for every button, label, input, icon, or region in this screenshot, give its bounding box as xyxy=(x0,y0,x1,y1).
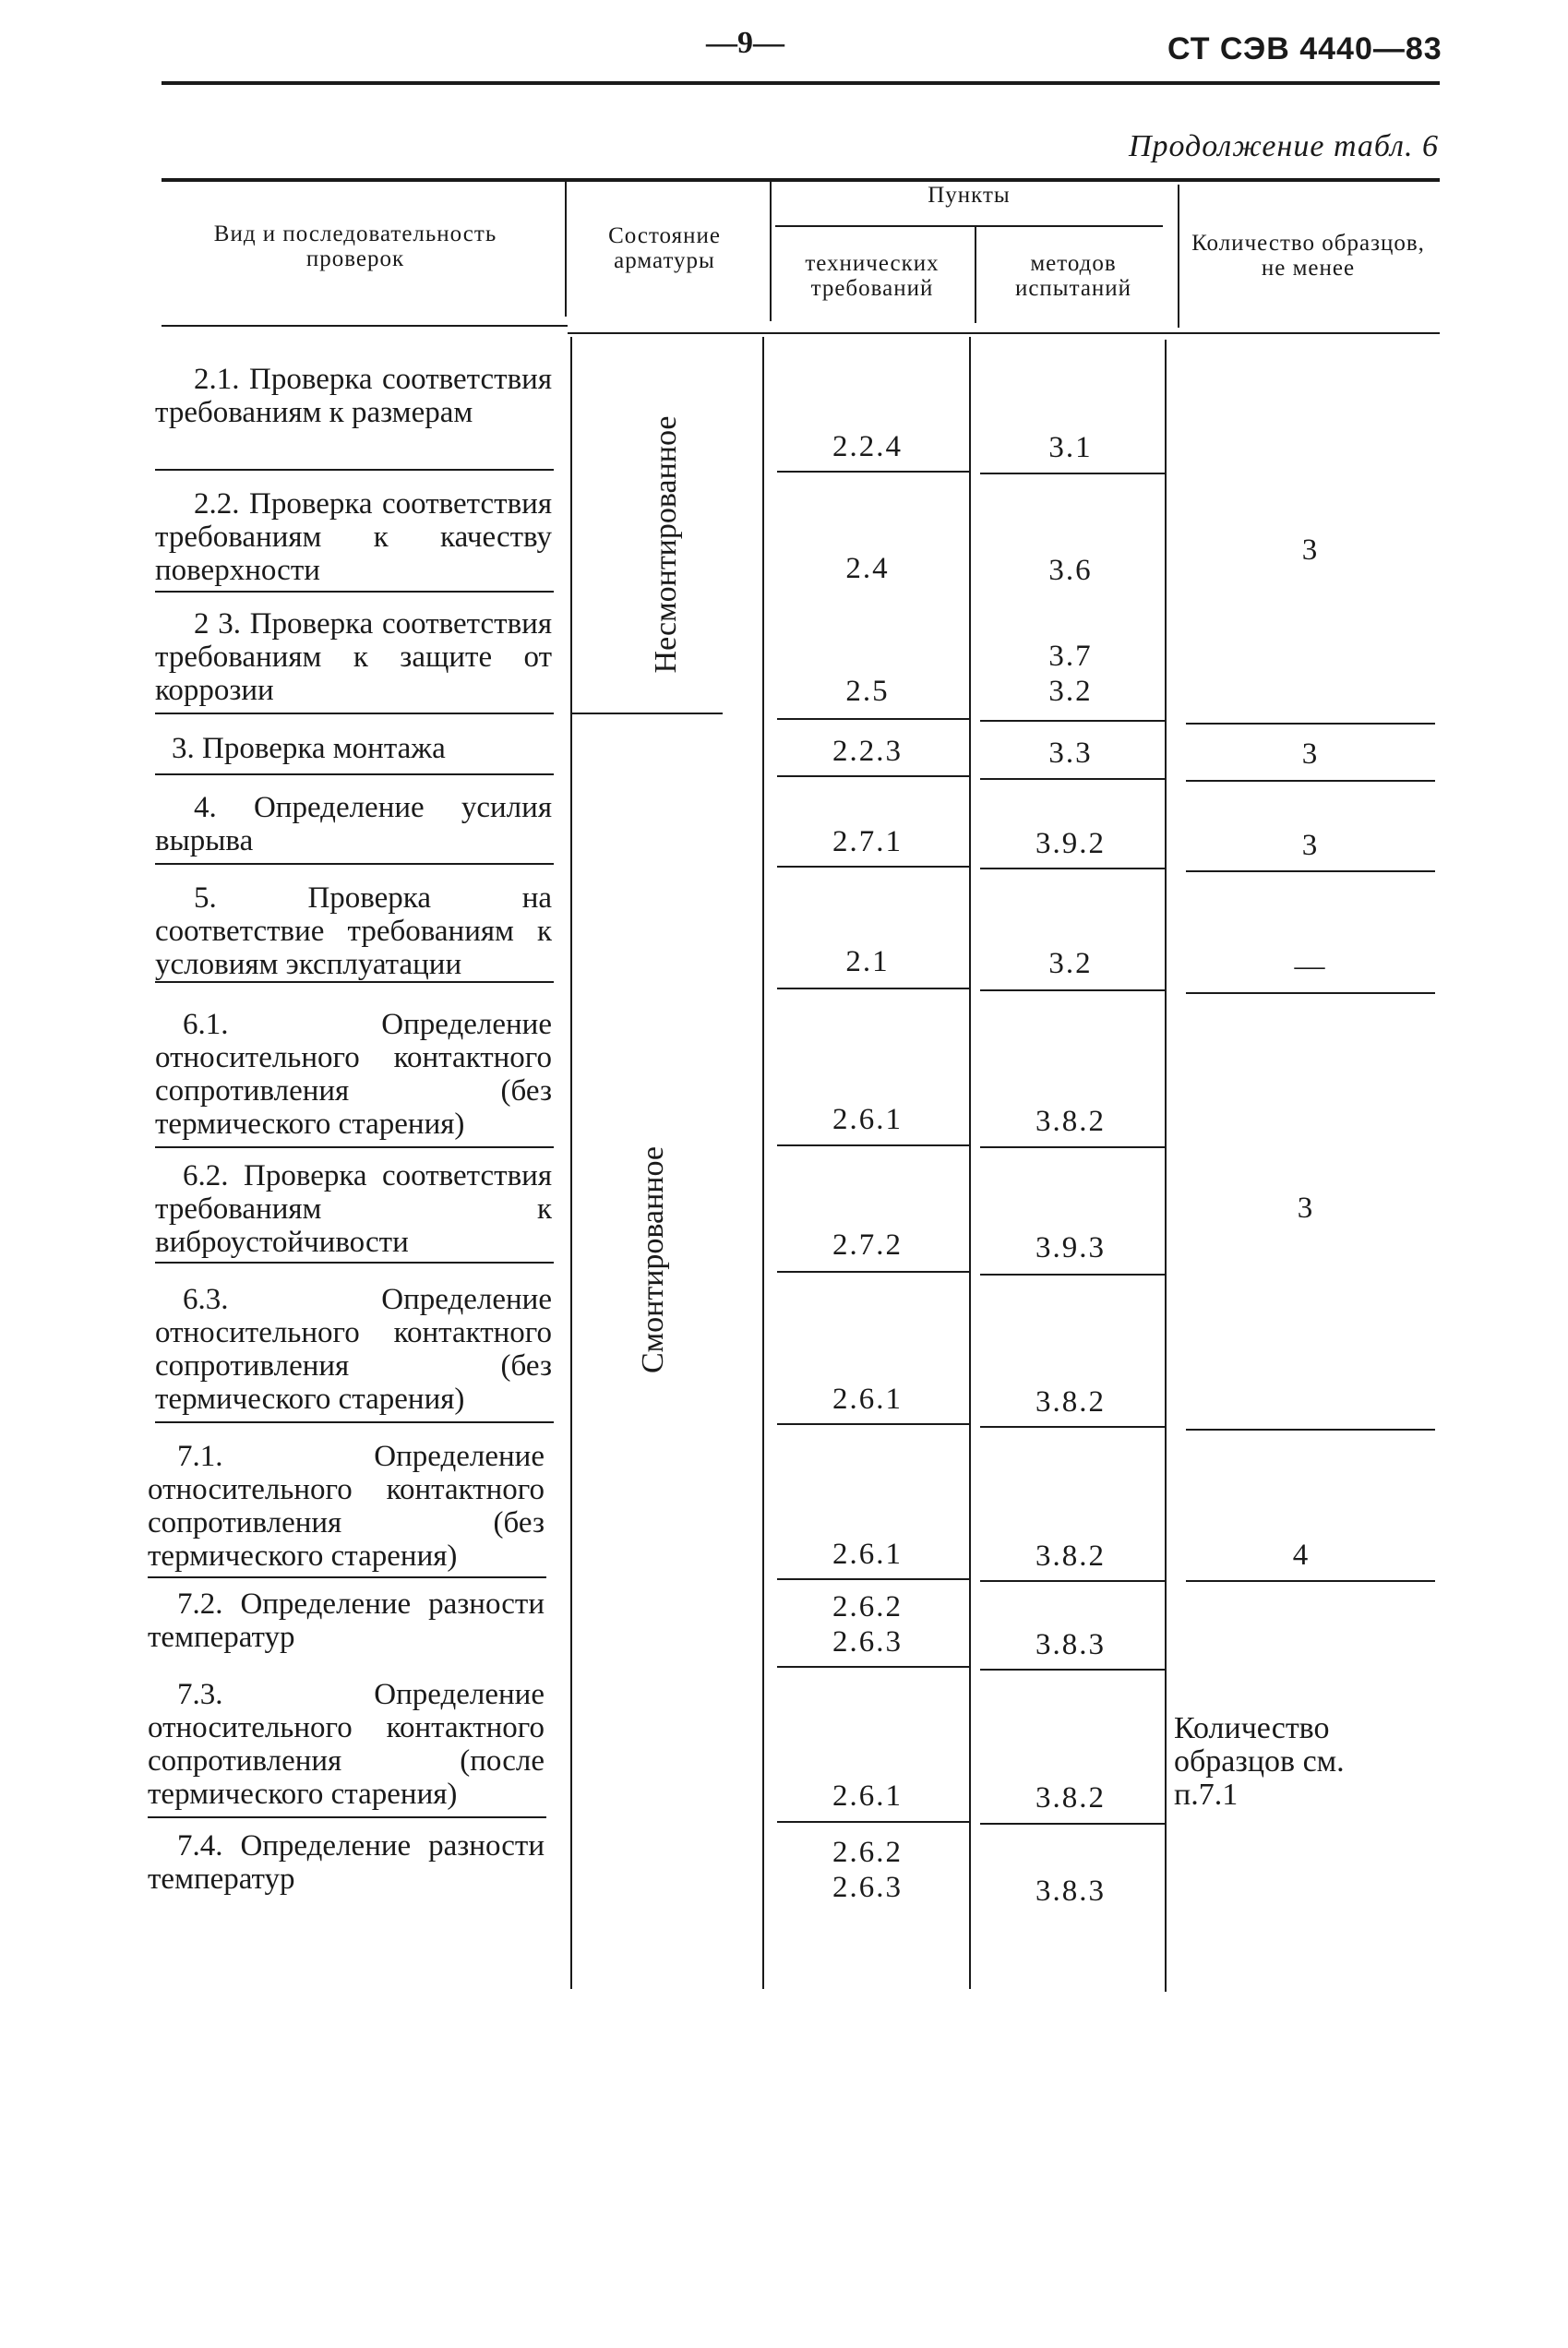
body-vline-state-right xyxy=(762,337,764,1989)
method-rule-1 xyxy=(980,473,1165,474)
count-group-6: 4 xyxy=(1292,1539,1311,1572)
document-code: СТ СЭВ 4440—83 xyxy=(1167,31,1442,66)
test-rule-7 xyxy=(155,1146,554,1148)
tech-point-5: 2.7.1 xyxy=(832,825,903,858)
method-rule-7 xyxy=(980,1146,1165,1148)
tech-rule-9 xyxy=(777,1423,969,1425)
method-rule-12 xyxy=(980,1823,1165,1825)
method-point-3: 3.7 3.2 xyxy=(1048,640,1093,708)
count-rule-6 xyxy=(1186,1580,1435,1582)
header-rule xyxy=(162,81,1440,85)
test-row-8: 6.2. Проверка соответствия требованиям к виброустойчивости xyxy=(155,1159,552,1259)
count-group-2: 3 xyxy=(1301,737,1320,771)
tech-rule-11 xyxy=(777,1666,969,1668)
test-rule-10 xyxy=(148,1576,546,1578)
test-rule-3 xyxy=(155,713,554,714)
header-vline-2 xyxy=(770,178,772,321)
test-rule-9 xyxy=(155,1421,554,1423)
count-group-3: 3 xyxy=(1301,829,1320,862)
method-point-9: 3.8.2 xyxy=(1035,1385,1106,1419)
state-unmounted: Несмонтированное xyxy=(649,415,683,674)
state-mounted: Смонтированное xyxy=(636,1145,670,1374)
header-vline-3 xyxy=(975,227,976,323)
method-point-8: 3.9.3 xyxy=(1035,1231,1106,1264)
method-point-4: 3.3 xyxy=(1048,737,1093,770)
tech-point-2: 2.4 xyxy=(845,552,890,585)
test-row-9: 6.3. Определение относительного контактного сопротивления (без термического старения) xyxy=(155,1283,552,1416)
column-header-points: Пункты xyxy=(928,183,1011,208)
test-row-7: 6.1. Определение относительного контактного сопротивления (без термического старения) xyxy=(155,1008,552,1141)
method-rule-9 xyxy=(980,1426,1165,1428)
test-row-1: 2.1. Проверка соответствия требованиям к размерам xyxy=(155,363,552,429)
column-header-tech: технических требований xyxy=(805,251,940,301)
method-rule-10 xyxy=(980,1580,1165,1582)
test-rule-1 xyxy=(155,469,554,471)
method-rule-6 xyxy=(980,989,1165,991)
test-rule-6 xyxy=(155,981,554,983)
method-rule-5 xyxy=(980,868,1165,869)
state-separator xyxy=(570,713,723,714)
method-point-2: 3.6 xyxy=(1048,554,1093,587)
method-point-5: 3.9.2 xyxy=(1035,827,1106,860)
tech-rule-10 xyxy=(777,1578,969,1580)
tech-rule-7 xyxy=(777,1144,969,1146)
body-vline-tech-methods xyxy=(969,337,971,1989)
page-number: —9— xyxy=(706,26,784,60)
test-rule-8 xyxy=(155,1262,554,1264)
test-row-2: 2.2. Проверка соответствия требованиям к качеству поверхности xyxy=(155,487,552,587)
count-rule-2 xyxy=(1186,780,1435,782)
count-rule-5 xyxy=(1186,1429,1435,1431)
body-vline-state-left xyxy=(570,337,572,1989)
tech-point-13: 2.6.2 2.6.3 xyxy=(832,1836,903,1904)
method-rule-8 xyxy=(980,1274,1165,1276)
method-point-11: 3.8.3 xyxy=(1035,1628,1106,1661)
count-group-4: — xyxy=(1294,950,1327,983)
body-vline-methods-count xyxy=(1165,340,1167,1992)
tech-rule-5 xyxy=(777,866,969,868)
tech-point-4: 2.2.3 xyxy=(832,735,903,768)
test-rule-4 xyxy=(155,773,554,775)
method-point-7: 3.8.2 xyxy=(1035,1105,1106,1138)
method-rule-4 xyxy=(980,778,1165,780)
column-header-count: Количество образцов, не менее xyxy=(1191,231,1425,281)
test-row-4: 3. Проверка монтажа xyxy=(172,732,446,765)
count-group-7: Количество образцов см. п.7.1 xyxy=(1174,1711,1345,1812)
tech-point-12: 2.6.1 xyxy=(832,1779,903,1813)
tech-point-6: 2.1 xyxy=(845,945,890,978)
method-point-13: 3.8.3 xyxy=(1035,1875,1106,1908)
method-point-10: 3.8.2 xyxy=(1035,1539,1106,1573)
test-row-5: 4. Определение усилия вырыва xyxy=(155,791,552,857)
tech-point-3: 2.5 xyxy=(845,675,890,708)
header-bottom-rule-left xyxy=(162,325,568,327)
method-rule-3 xyxy=(980,720,1165,722)
tech-point-1: 2.2.4 xyxy=(832,430,903,463)
header-vline-4 xyxy=(1178,185,1179,328)
method-point-12: 3.8.2 xyxy=(1035,1781,1106,1815)
count-rule-3 xyxy=(1186,870,1435,872)
test-rule-5 xyxy=(155,863,554,865)
method-rule-11 xyxy=(980,1669,1165,1671)
test-row-6: 5. Проверка на соответствие требованиям к условиям эксплуатации xyxy=(155,881,552,981)
header-bottom-rule-right xyxy=(568,332,1440,334)
tech-rule-3 xyxy=(777,718,969,720)
test-row-13: 7.4. Определение разности температур xyxy=(148,1829,545,1896)
column-header-test: Вид и последовательность проверок xyxy=(213,222,497,271)
tech-rule-12 xyxy=(777,1821,969,1823)
tech-rule-4 xyxy=(777,775,969,777)
method-point-1: 3.1 xyxy=(1048,431,1093,464)
tech-point-9: 2.6.1 xyxy=(832,1383,903,1416)
header-vline-1 xyxy=(565,178,567,317)
test-rule-2 xyxy=(155,591,554,593)
count-group-1: 3 xyxy=(1301,533,1320,567)
column-header-state: Состояние арматуры xyxy=(608,223,721,273)
count-rule-1 xyxy=(1186,723,1435,725)
test-rule-12 xyxy=(148,1816,546,1818)
tech-rule-1 xyxy=(777,471,969,473)
tech-point-11: 2.6.2 2.6.3 xyxy=(832,1590,903,1659)
test-row-10: 7.1. Определение относительного контактного сопротивления (без термического старения) xyxy=(148,1440,545,1573)
count-rule-4 xyxy=(1186,992,1435,994)
method-point-6: 3.2 xyxy=(1048,947,1093,980)
test-row-11: 7.2. Определение разности температур xyxy=(148,1587,545,1654)
count-group-5: 3 xyxy=(1297,1192,1315,1225)
test-row-3: 2 3. Проверка соответствия требованиям к защите от коррозии xyxy=(155,607,552,707)
tech-point-8: 2.7.2 xyxy=(832,1228,903,1262)
continuation-label: Продолжение табл. 6 xyxy=(1128,129,1439,163)
tech-point-7: 2.6.1 xyxy=(832,1103,903,1136)
column-header-methods: методов испытаний xyxy=(1014,251,1132,301)
table-top-rule xyxy=(162,178,1440,182)
test-row-12: 7.3. Определение относительного контактного сопротивления (после термического старения) xyxy=(148,1678,545,1811)
tech-point-10: 2.6.1 xyxy=(832,1538,903,1571)
tech-rule-6 xyxy=(777,988,969,989)
points-subheader-rule xyxy=(775,225,1163,227)
tech-rule-8 xyxy=(777,1271,969,1273)
